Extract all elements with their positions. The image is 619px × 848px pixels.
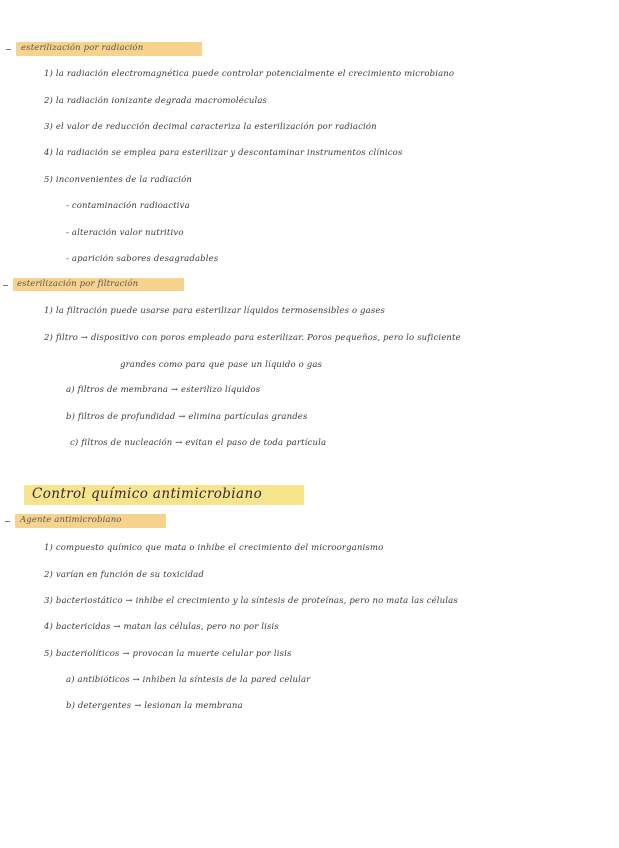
list-item: 3) el valor de reducción decimal caracteriza la esterilización por radiación xyxy=(44,122,377,132)
sub-list-item: c) filtros de nucleación → evitan el paso de toda partícula xyxy=(70,438,327,448)
list-item: 3) bacteriostático → inhibe el crecimiento y la síntesis de proteínas, pero no mata las células xyxy=(44,596,458,606)
list-item: 4) la radiación se emplea para esterilizar y descontaminar instrumentos clínicos xyxy=(44,148,403,158)
list-item: 2) filtro → dispositivo con poros empleado para esterilizar. Poros pequeños, pero lo suficiente xyxy=(44,333,461,343)
list-item: 2) varían en función de su toxicidad xyxy=(44,570,204,580)
sub-list-item: - aparición sabores desagradables xyxy=(66,254,219,264)
bullet-dash xyxy=(5,521,10,522)
section-heading-agente: Agente antimicrobiano xyxy=(20,515,122,525)
list-item: 5) inconvenientes de la radiación xyxy=(44,175,193,185)
bullet-dash xyxy=(3,285,8,286)
section-heading-filtracion: esterilización por filtración xyxy=(17,279,139,289)
sub-list-item: b) filtros de profundidad → elimina partículas grandes xyxy=(66,412,308,422)
list-item: 1) compuesto químico que mata o inhibe el crecimiento del microorganismo xyxy=(44,543,384,553)
bullet-dash xyxy=(6,49,11,50)
sub-list-item: a) antibióticos → inhiben la síntesis de la pared celular xyxy=(66,675,311,685)
sub-list-item: - alteración valor nutritivo xyxy=(66,228,184,238)
sub-list-item: - contaminación radioactiva xyxy=(66,201,190,211)
list-item: 4) bactericidas → matan las células, pero no por lisis xyxy=(44,622,279,632)
list-item: 5) bacteriolíticos → provocan la muerte celular por lisis xyxy=(44,649,292,659)
list-item: 1) la filtración puede usarse para esterilizar líquidos termosensibles o gases xyxy=(44,306,386,316)
list-item: 1) la radiación electromagnética puede controlar potencialmente el crecimiento microbiano xyxy=(44,69,455,79)
list-item-continuation: grandes como para que pase un líquido o gas xyxy=(120,360,323,370)
section-heading-radiacion: esterilización por radiación xyxy=(21,43,144,53)
sub-list-item: b) detergentes → lesionan la membrana xyxy=(66,701,243,711)
sub-list-item: a) filtros de membrana → esterilizo líquidos xyxy=(66,385,261,395)
page-title: Control químico antimicrobiano xyxy=(32,486,263,502)
list-item: 2) la radiación ionizante degrada macromoléculas xyxy=(44,96,268,106)
